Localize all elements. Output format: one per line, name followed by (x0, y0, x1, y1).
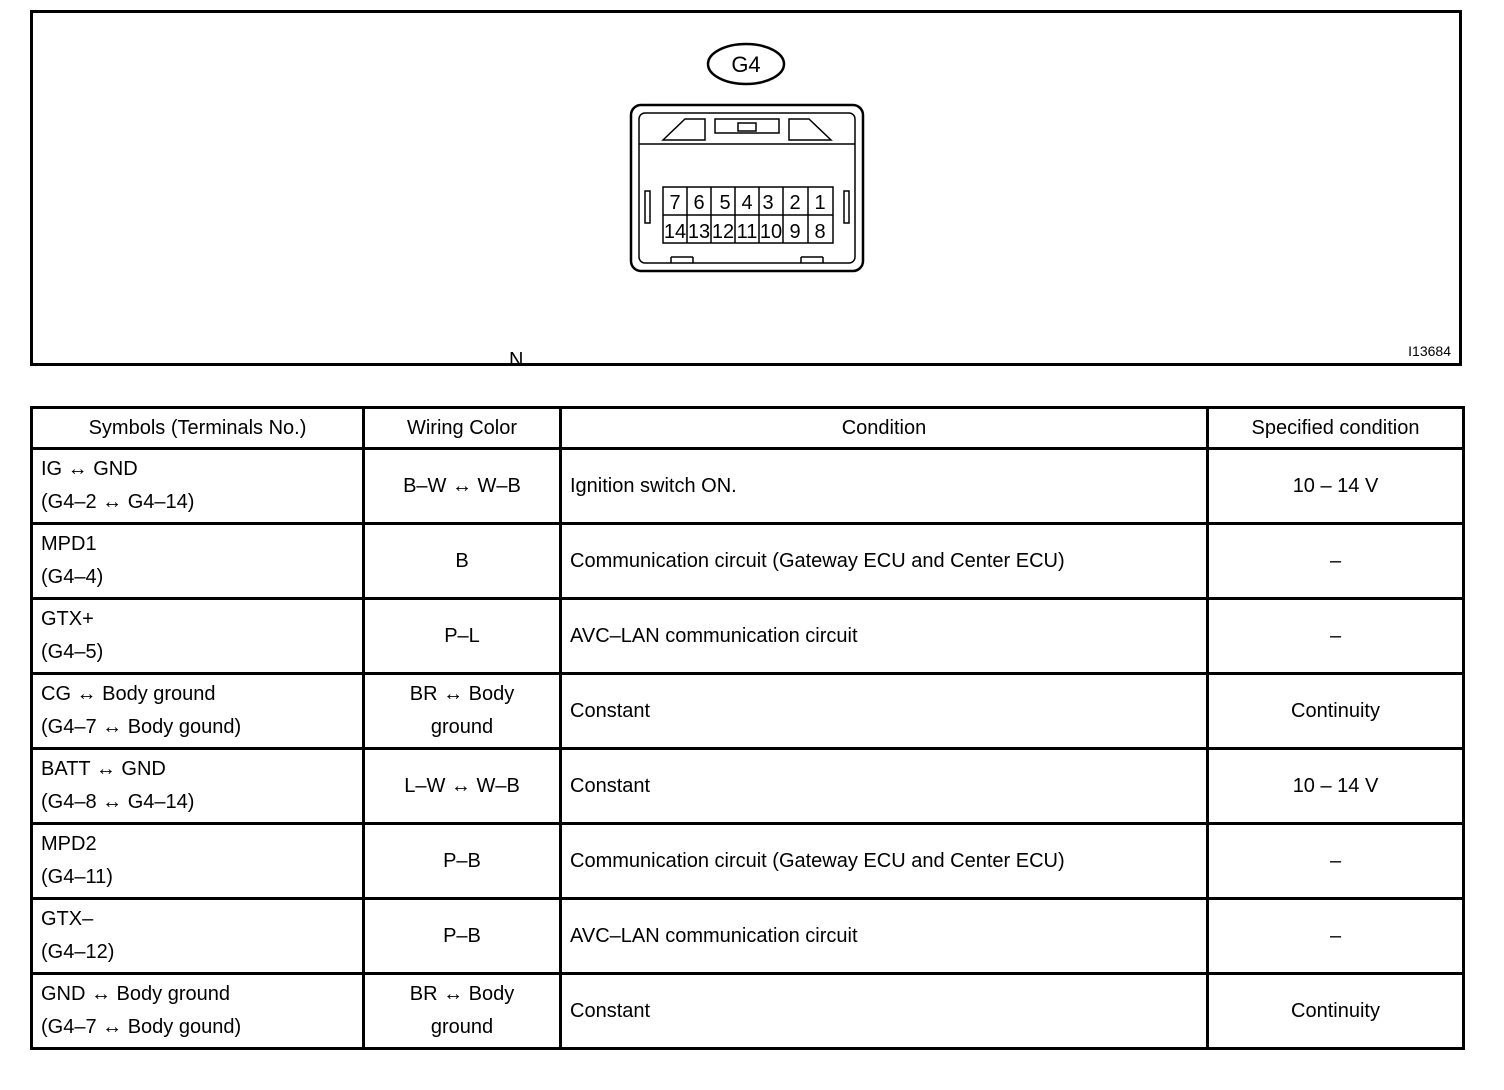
table-row (32, 824, 1464, 899)
symbol-cell (32, 749, 364, 824)
symbol-cell (32, 674, 364, 749)
table-row (32, 974, 1464, 1049)
wiring-color: P–L (444, 624, 480, 647)
symbol-cell (32, 974, 364, 1049)
wiring-color-cell (364, 899, 561, 974)
specified-condition-cell: Continuity (1208, 674, 1464, 749)
wiring-color: BR ↔ Body (409, 983, 515, 1005)
terminal-11: 11 (736, 221, 758, 243)
terminal-3: 3 (762, 192, 774, 214)
header-specified-condition: Specified condition (1208, 408, 1464, 449)
symbol: IG ↔ GND (41, 458, 138, 480)
terminal-13: 13 (687, 221, 711, 243)
terminal-4: 4 (741, 192, 753, 214)
table-header-row (32, 408, 1464, 449)
condition-cell: Communication circuit (Gateway ECU and Center ECU) (561, 524, 1208, 599)
wiring-color-cell (364, 824, 561, 899)
symbol-cell (32, 899, 364, 974)
symbol: CG ↔ Body ground (41, 683, 216, 705)
specified-condition-cell: – (1208, 599, 1464, 674)
table-row (32, 749, 1464, 824)
wiring-color-line2: ground (430, 1016, 494, 1038)
symbol: GND ↔ Body ground (41, 983, 230, 1005)
table-row (32, 599, 1464, 674)
terminal-numbers: (G4–4) (41, 566, 104, 588)
wiring-color: L–W ↔ W–B (404, 774, 520, 797)
table-row (32, 899, 1464, 974)
symbol: GTX– (41, 908, 94, 930)
terminal-14: 14 (663, 221, 687, 243)
specified-condition-cell: 10 – 14 V (1208, 749, 1464, 824)
condition-cell: Constant (561, 749, 1208, 824)
figure-label-n: N (509, 349, 524, 371)
wiring-color: B–W ↔ W–B (403, 474, 521, 497)
terminal-numbers: (G4–8 ↔ G4–14) (41, 791, 195, 813)
terminal-9: 9 (789, 221, 801, 243)
condition-cell: AVC–LAN communication circuit (561, 899, 1208, 974)
table-row (32, 449, 1464, 524)
terminal-numbers: (G4–2 ↔ G4–14) (41, 491, 195, 513)
specified-condition-cell: – (1208, 824, 1464, 899)
header-condition: Condition (561, 408, 1208, 449)
symbol-cell (32, 599, 364, 674)
specified-condition-cell: Continuity (1208, 974, 1464, 1049)
specified-condition-cell: – (1208, 899, 1464, 974)
symbol-cell (32, 449, 364, 524)
terminal-8: 8 (814, 221, 826, 243)
terminal-spec-table (30, 406, 1465, 1050)
figure-id: I13684 (1408, 343, 1451, 359)
table-row (32, 524, 1464, 599)
terminal-7: 7 (669, 192, 681, 214)
wiring-color-cell (364, 599, 561, 674)
connector-diagram (33, 13, 1459, 363)
terminal-10: 10 (759, 221, 783, 243)
latch-right (789, 119, 831, 140)
terminal-12: 12 (711, 221, 735, 243)
connector-figure (30, 10, 1462, 371)
terminal-2: 2 (789, 192, 801, 214)
wiring-color: P–B (443, 924, 481, 947)
wiring-color-cell (364, 749, 561, 824)
connector-label: G4 (731, 52, 761, 77)
terminal-numbers: (G4–7 ↔ Body gound) (41, 1016, 242, 1038)
specified-condition-cell: 10 – 14 V (1208, 449, 1464, 524)
wiring-color: BR ↔ Body (409, 683, 515, 705)
wiring-color: P–B (443, 849, 481, 872)
header-wiring-color: Wiring Color (364, 408, 561, 449)
latch-left (663, 119, 705, 140)
condition-cell: Ignition switch ON. (561, 449, 1208, 524)
wiring-color-cell (364, 974, 561, 1049)
wiring-color: B (455, 549, 469, 572)
terminal-6: 6 (693, 192, 705, 214)
terminal-1: 1 (814, 192, 826, 214)
wiring-color-line2: ground (430, 716, 494, 738)
condition-cell: AVC–LAN communication circuit (561, 599, 1208, 674)
wiring-color-cell (364, 674, 561, 749)
symbol: MPD2 (41, 833, 97, 855)
symbol: GTX+ (41, 608, 94, 630)
terminal-numbers: (G4–7 ↔ Body gound) (41, 716, 242, 738)
connector-housing (631, 105, 863, 271)
terminal-numbers: (G4–5) (41, 641, 104, 663)
symbol-cell (32, 524, 364, 599)
header-symbols: Symbols (Terminals No.) (32, 408, 364, 449)
symbol-cell (32, 824, 364, 899)
terminal-numbers: (G4–11) (41, 866, 113, 888)
condition-cell: Constant (561, 974, 1208, 1049)
symbol: MPD1 (41, 533, 97, 555)
terminal-numbers: (G4–12) (41, 941, 115, 963)
condition-cell: Constant (561, 674, 1208, 749)
condition-cell: Communication circuit (Gateway ECU and Center ECU) (561, 824, 1208, 899)
terminal-5: 5 (719, 192, 731, 214)
symbol: BATT ↔ GND (41, 758, 166, 780)
specified-condition-cell: – (1208, 524, 1464, 599)
wiring-color-cell (364, 524, 561, 599)
table-row (32, 674, 1464, 749)
terminal-grid (663, 187, 833, 243)
wiring-color-cell (364, 449, 561, 524)
